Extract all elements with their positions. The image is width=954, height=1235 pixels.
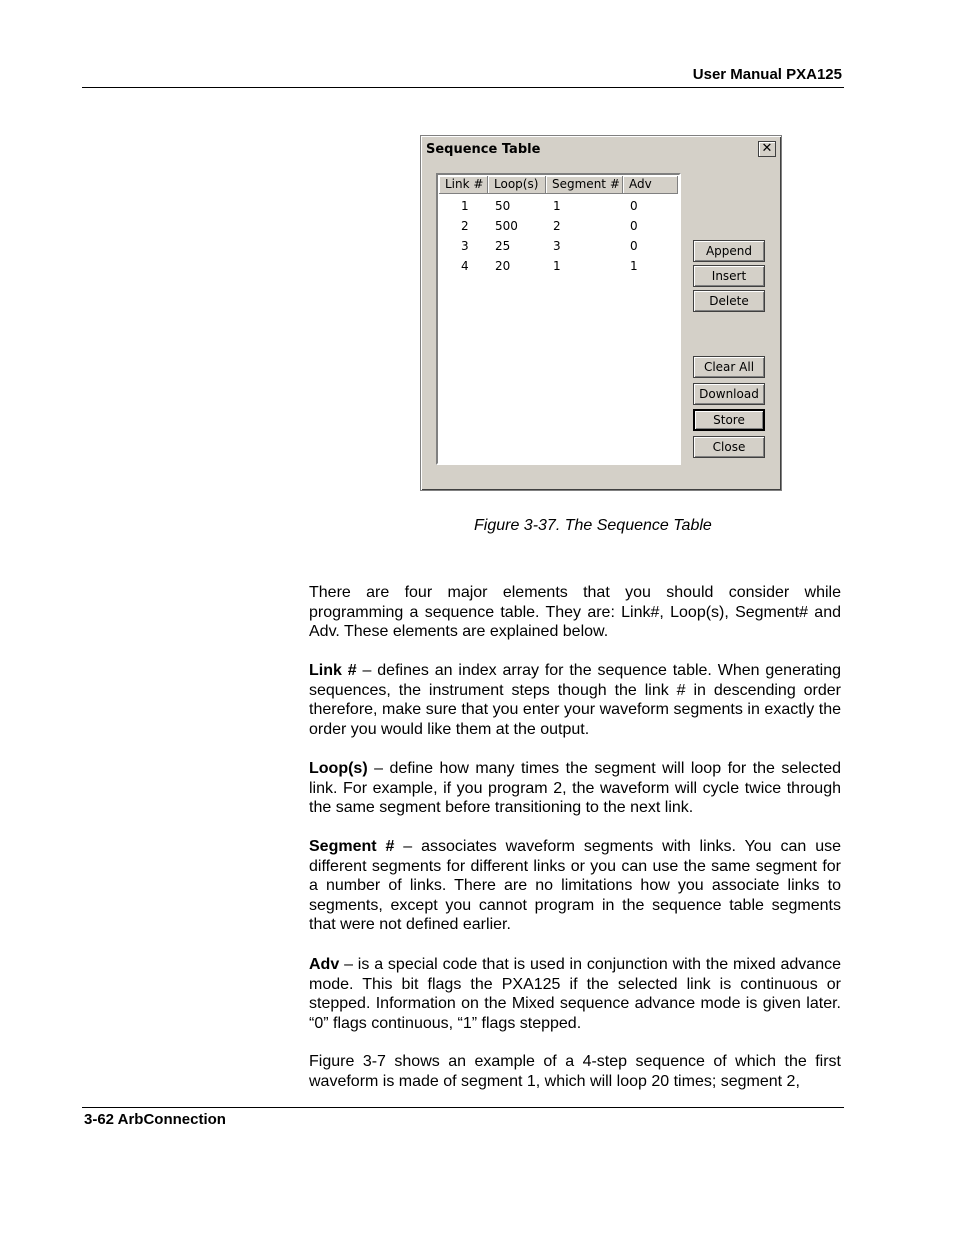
sequence-list[interactable] — [436, 173, 681, 465]
header-rule — [82, 87, 844, 88]
cell-loops: 500 — [495, 219, 518, 233]
adv-paragraph — [309, 955, 841, 1033]
column-header-segment[interactable]: Segment # — [546, 176, 623, 194]
cell-adv: 1 — [630, 259, 638, 273]
dialog-title: Sequence Table — [426, 142, 541, 157]
cell-link: 3 — [461, 239, 469, 253]
insert-button[interactable]: Insert — [693, 265, 765, 287]
page-header-title: User Manual PXA125 — [692, 66, 842, 83]
footer-rule — [82, 1107, 844, 1108]
cell-link: 1 — [461, 199, 469, 213]
store-button[interactable]: Store — [693, 409, 765, 431]
cell-loops: 50 — [495, 199, 511, 213]
cell-loops: 25 — [495, 239, 511, 253]
loop-term: Loop(s) — [309, 760, 368, 777]
loop-paragraph — [309, 759, 841, 818]
column-header-link[interactable]: Link # — [439, 176, 488, 194]
cell-loops: 20 — [495, 259, 511, 273]
cell-segment: 2 — [553, 219, 561, 233]
column-header-adv[interactable]: Adv — [623, 176, 678, 194]
link-description: – defines an index array for the sequence table. When generating sequences, the instrument steps though the link # in descending order therefore, make sure that you enter your waveform segments in exactly the order you would like them at the output. — [309, 662, 842, 738]
segment-paragraph — [309, 837, 841, 935]
cell-adv: 0 — [630, 199, 638, 213]
cell-segment: 3 — [553, 239, 561, 253]
dialog-titlebar — [424, 139, 778, 159]
delete-button[interactable]: Delete — [693, 290, 765, 312]
cell-link: 2 — [461, 219, 469, 233]
cell-adv: 0 — [630, 219, 638, 233]
close-button[interactable]: Close — [693, 436, 765, 458]
append-button[interactable]: Append — [693, 240, 765, 262]
intro-paragraph: There are four major elements that you should consider while programming a sequence table. They are: Link#, Loop(s), Segment# and Adv. These elements are explained below. — [309, 584, 841, 640]
cell-segment: 1 — [553, 199, 561, 213]
cell-link: 4 — [461, 259, 469, 273]
download-button[interactable]: Download — [693, 383, 765, 405]
example-paragraph: Figure 3-7 shows an example of a 4-step sequence of which the first waveform is made of segment 1, which will loop 20 times; segment 2, — [309, 1053, 841, 1090]
loop-description: – define how many times the segment will loop for the selected link. For example, if you program 2, the waveform will cycle twice through the same segment before transitioning to the next link. — [309, 760, 841, 816]
sequence-table-dialog — [420, 135, 782, 491]
figure-caption: Figure 3-37. The Sequence Table — [474, 517, 712, 534]
link-term: Link # — [309, 662, 357, 679]
link-paragraph — [309, 661, 841, 739]
segment-term: Segment # — [309, 838, 395, 855]
segment-description: – associates waveform segments with links. You can use different segments for different links or you can use the same segment for a number of links. There are no limitations how you associate links to segments, except you cannot program in the sequence table segments that were not defined earlier. — [309, 838, 841, 933]
adv-description: – is a special code that is used in conjunction with the mixed advance mode. This bit flags the PXA125 if the selected link is continuous or stepped. Information on the Mixed sequence advance mode is given later. “0” flags continuous, “1” flags stepped. — [309, 956, 841, 1032]
page-footer-title: 3-62 ArbConnection — [84, 1111, 226, 1128]
adv-term: Adv — [309, 956, 340, 973]
cell-adv: 0 — [630, 239, 638, 253]
close-icon[interactable]: ✕ — [758, 141, 776, 157]
cell-segment: 1 — [553, 259, 561, 273]
column-header-loops[interactable]: Loop(s) — [488, 176, 546, 194]
clear-all-button[interactable]: Clear All — [693, 356, 765, 378]
